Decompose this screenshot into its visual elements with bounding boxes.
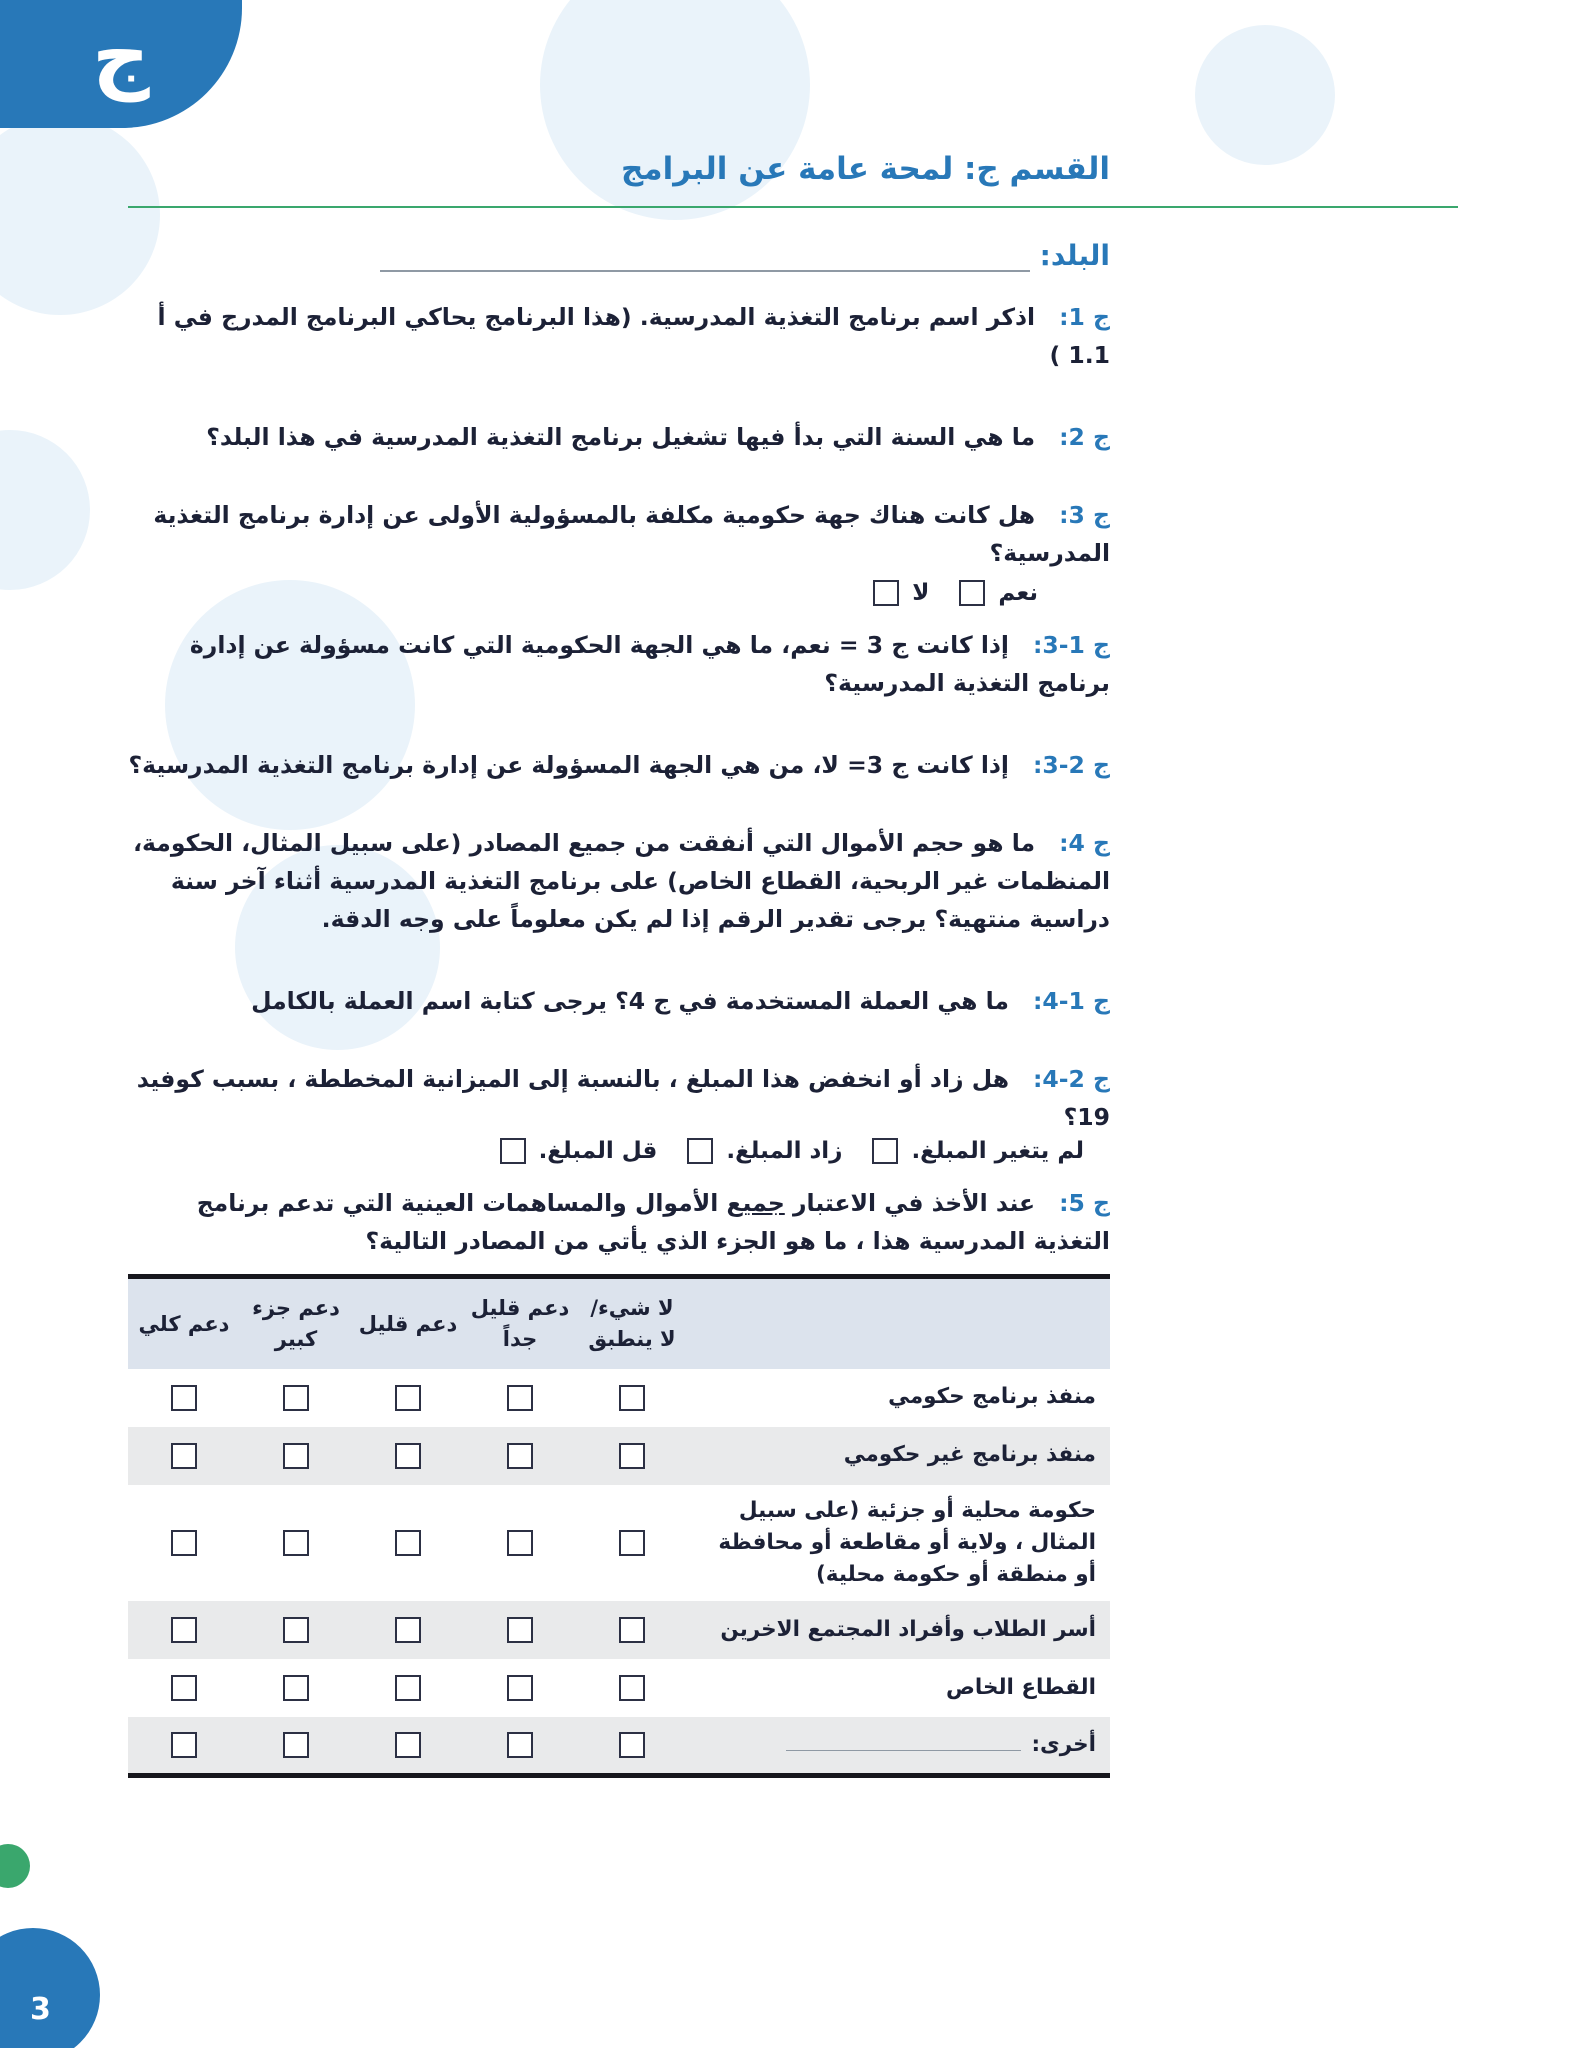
column-header-large-part: دعم جزء كبير bbox=[240, 1277, 352, 1369]
row-label: منفذ برنامج غير حكومي bbox=[843, 1442, 1096, 1468]
support-checkbox[interactable] bbox=[395, 1385, 421, 1411]
support-checkbox[interactable] bbox=[171, 1530, 197, 1556]
support-checkbox[interactable] bbox=[283, 1732, 309, 1758]
row-label-other bbox=[688, 1717, 1110, 1775]
no-label: لا bbox=[912, 580, 930, 606]
question-3-2-number: ج 2-3: bbox=[1032, 751, 1110, 779]
decorative-circle bbox=[0, 430, 90, 590]
support-checkbox[interactable] bbox=[619, 1385, 645, 1411]
support-checkbox[interactable] bbox=[507, 1617, 533, 1643]
decreased-label: قل المبلغ. bbox=[538, 1138, 658, 1164]
question-3-2 bbox=[128, 746, 1110, 784]
table-row bbox=[128, 1427, 1110, 1485]
question-4-number: ج 4: bbox=[1059, 829, 1110, 857]
column-header-very-little: دعم قليل جداً bbox=[464, 1277, 576, 1369]
question-2 bbox=[128, 418, 1110, 456]
page-number: 3 bbox=[30, 1992, 51, 2027]
row-label: القطاع الخاص bbox=[945, 1675, 1096, 1701]
table-row bbox=[128, 1369, 1110, 1427]
q3-no-option bbox=[873, 580, 929, 606]
support-checkbox[interactable] bbox=[507, 1385, 533, 1411]
question-4-1-text: ما هي العملة المستخدمة في ج 4؟ يرجى كتابة اسم العملة بالكامل bbox=[251, 987, 1009, 1015]
question-5 bbox=[128, 1184, 1110, 1260]
column-header-full: دعم كلي bbox=[128, 1277, 240, 1369]
question-1 bbox=[128, 298, 1110, 374]
support-checkbox[interactable] bbox=[395, 1675, 421, 1701]
table-row bbox=[128, 1659, 1110, 1717]
support-checkbox[interactable] bbox=[619, 1732, 645, 1758]
question-3-1 bbox=[128, 626, 1110, 702]
row-label: حكومة محلية أو جزئية (على سبيل المثال ، ولاية أو مقاطعة أو محافظة أو منطقة أو حكومة محلية) bbox=[718, 1497, 1096, 1587]
question-5-text-after: الأموال والمساهمات العينية التي تدعم برنامج التغذية المدرسية هذا ، ما هو الجزء الذي يأتي من المصادر التالية؟ bbox=[196, 1189, 1110, 1255]
country-label: البلد: bbox=[1039, 239, 1110, 272]
support-checkbox[interactable] bbox=[395, 1617, 421, 1643]
form-content bbox=[128, 0, 1110, 1778]
page-title: القسم ج: لمحة عامة عن البرامج bbox=[621, 151, 1110, 187]
increased-label: زاد المبلغ. bbox=[726, 1138, 843, 1164]
question-4-1 bbox=[128, 982, 1110, 1020]
support-checkbox[interactable] bbox=[619, 1443, 645, 1469]
page-number-circle bbox=[0, 1928, 100, 2048]
question-4 bbox=[128, 824, 1110, 938]
question-1-text: اذكر اسم برنامج التغذية المدرسية. (هذا البرنامج يحاكي البرنامج المدرج في أ 1.1 ) bbox=[157, 303, 1110, 369]
q3-yes-option bbox=[959, 580, 1038, 606]
section-letter: ج bbox=[92, 9, 150, 102]
other-label: أخرى: bbox=[1031, 1731, 1096, 1757]
table-row bbox=[128, 1485, 1110, 1602]
question-5-number: ج 5: bbox=[1059, 1189, 1110, 1217]
q4-2-unchanged-checkbox[interactable] bbox=[872, 1138, 898, 1164]
support-checkbox[interactable] bbox=[619, 1617, 645, 1643]
column-header-little: دعم قليل bbox=[352, 1277, 464, 1369]
question-4-text: ما هو حجم الأموال التي أنفقت من جميع المصادر (على سبيل المثال، الحكومة، المنظمات غير الربحية، القطاع الخاص) على برنامج التغذية المدرسية أثناء آخر سنة دراسية منتهية؟ يرجى تقدير الرقم إذا لم يكن معلوماً على وجه الدقة. bbox=[133, 829, 1110, 933]
support-checkbox[interactable] bbox=[283, 1675, 309, 1701]
support-checkbox[interactable] bbox=[171, 1443, 197, 1469]
q4-2-decreased-option bbox=[500, 1138, 658, 1164]
q4-2-increased-checkbox[interactable] bbox=[687, 1138, 713, 1164]
question-3-1-text: إذا كانت ج 3 = نعم، ما هي الجهة الحكومية التي كانت مسؤولة عن إدارة برنامج التغذية المدرسية؟ bbox=[189, 631, 1110, 697]
question-5-text-before: عند الأخذ في الاعتبار bbox=[784, 1189, 1036, 1217]
table-row bbox=[128, 1601, 1110, 1659]
support-checkbox[interactable] bbox=[395, 1443, 421, 1469]
support-checkbox[interactable] bbox=[619, 1530, 645, 1556]
question-3-number: ج 3: bbox=[1059, 501, 1110, 529]
unchanged-label: لم يتغير المبلغ. bbox=[911, 1138, 1084, 1164]
support-checkbox[interactable] bbox=[395, 1530, 421, 1556]
question-3-1-number: ج 1-3: bbox=[1032, 631, 1110, 659]
support-checkbox[interactable] bbox=[507, 1443, 533, 1469]
yes-label: نعم bbox=[998, 580, 1038, 606]
question-1-number: ج 1: bbox=[1059, 303, 1110, 331]
question-4-2 bbox=[128, 1060, 1110, 1136]
support-checkbox[interactable] bbox=[283, 1530, 309, 1556]
support-checkbox[interactable] bbox=[283, 1443, 309, 1469]
funding-sources-table bbox=[128, 1274, 1110, 1778]
decorative-circle bbox=[1195, 25, 1335, 165]
support-checkbox[interactable] bbox=[171, 1385, 197, 1411]
support-checkbox[interactable] bbox=[283, 1385, 309, 1411]
country-input-line[interactable] bbox=[380, 238, 1030, 272]
support-checkbox[interactable] bbox=[507, 1732, 533, 1758]
q4-2-options bbox=[128, 1138, 1110, 1164]
question-3-text: هل كانت هناك جهة حكومية مكلفة بالمسؤولية الأولى عن إدارة برنامج التغذية المدرسية؟ bbox=[153, 501, 1110, 567]
q3-no-checkbox[interactable] bbox=[873, 580, 899, 606]
question-4-1-number: ج 1-4: bbox=[1032, 987, 1110, 1015]
q3-options bbox=[128, 580, 1110, 606]
support-checkbox[interactable] bbox=[171, 1617, 197, 1643]
question-3-2-text: إذا كانت ج 3= لا، من هي الجهة المسؤولة عن إدارة برنامج التغذية المدرسية؟ bbox=[128, 751, 1009, 779]
table-row bbox=[128, 1717, 1110, 1775]
support-checkbox[interactable] bbox=[507, 1675, 533, 1701]
country-row bbox=[128, 238, 1110, 272]
table-header-row bbox=[128, 1277, 1110, 1369]
q4-2-unchanged-option bbox=[872, 1138, 1084, 1164]
q4-2-decreased-checkbox[interactable] bbox=[500, 1138, 526, 1164]
question-5-underlined-word: جميع bbox=[726, 1189, 785, 1217]
question-2-number: ج 2: bbox=[1059, 423, 1110, 451]
support-checkbox[interactable] bbox=[507, 1530, 533, 1556]
table-corner-cell bbox=[688, 1277, 1110, 1369]
column-header-none: لا شيء/ لا ينطبق bbox=[576, 1277, 688, 1369]
question-4-2-number: ج 2-4: bbox=[1032, 1065, 1110, 1093]
support-checkbox[interactable] bbox=[619, 1675, 645, 1701]
row-label: أسر الطلاب وأفراد المجتمع الاخرين bbox=[720, 1617, 1096, 1643]
question-3 bbox=[128, 496, 1110, 572]
other-input-line[interactable] bbox=[786, 1737, 1021, 1751]
row-label: منفذ برنامج حكومي bbox=[888, 1384, 1096, 1410]
support-checkbox[interactable] bbox=[171, 1675, 197, 1701]
q3-yes-checkbox[interactable] bbox=[959, 580, 985, 606]
question-4-2-text: هل زاد أو انخفض هذا المبلغ ، بالنسبة إلى الميزانية المخططة ، بسبب كوفيد 19؟ bbox=[136, 1065, 1110, 1131]
support-checkbox[interactable] bbox=[283, 1617, 309, 1643]
question-2-text: ما هي السنة التي بدأ فيها تشغيل برنامج التغذية المدرسية في هذا البلد؟ bbox=[206, 423, 1036, 451]
decorative-green-dot bbox=[0, 1844, 30, 1888]
support-checkbox[interactable] bbox=[171, 1732, 197, 1758]
q4-2-increased-option bbox=[687, 1138, 842, 1164]
support-checkbox[interactable] bbox=[395, 1732, 421, 1758]
